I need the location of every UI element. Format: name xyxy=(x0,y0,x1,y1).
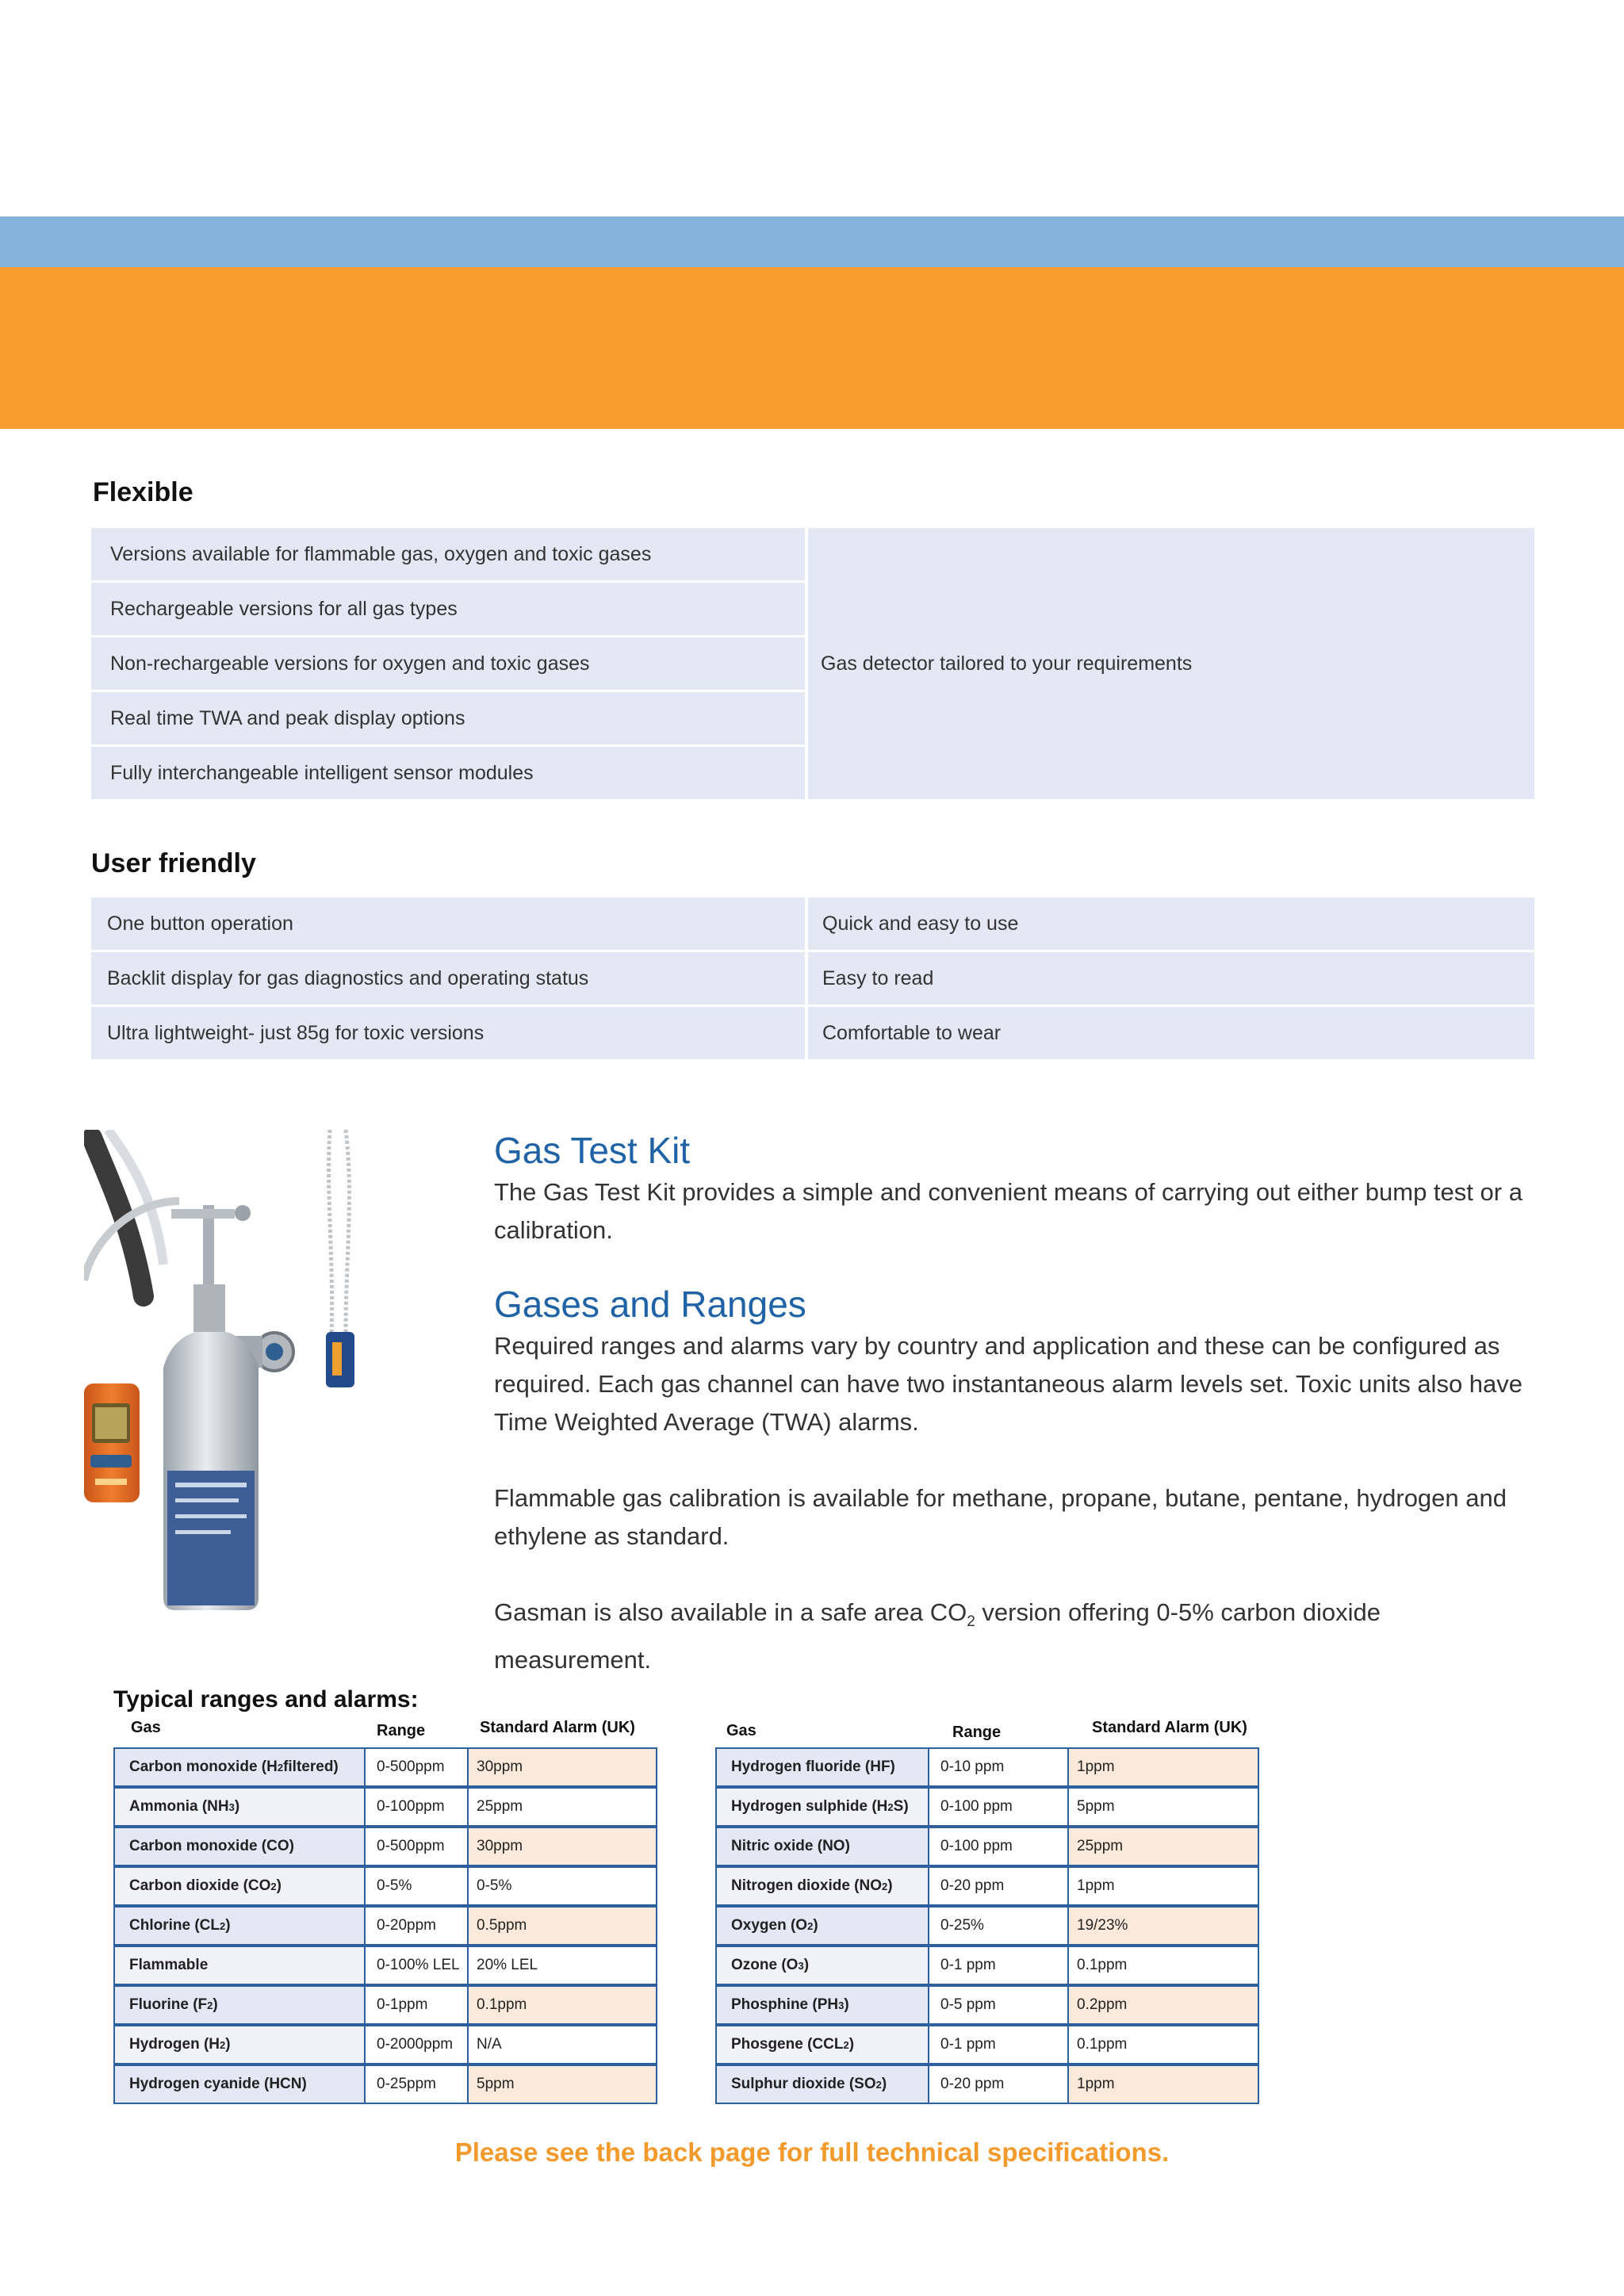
gas-alarm-cell: 0-5% xyxy=(467,1866,657,1906)
col-header-alarm: Standard Alarm (UK) xyxy=(1092,1719,1247,1736)
gas-subscript: 2 xyxy=(207,1999,213,2011)
gas-name-suffix: ) xyxy=(213,1996,218,2013)
gases-ranges-para-1: Required ranges and alarms vary by country and application and these can be configured as required. Each gas channel can have two instantaneous alarm levels set. Toxic units also have Time Weighted Average (TWA) alarms. xyxy=(494,1332,1523,1436)
gas-range-cell: 0-100 ppm xyxy=(928,1827,1069,1866)
gas-name-cell xyxy=(715,1787,929,1827)
gas-name: Nitrogen dioxide (NO xyxy=(731,1877,882,1894)
user-friendly-feature: Ultra lightweight- just 85g for toxic versions xyxy=(91,1007,805,1059)
gas-name-cell xyxy=(715,1985,929,2025)
gas-name: Chlorine (CL xyxy=(129,1917,220,1934)
gas-alarm-cell: 30ppm xyxy=(467,1827,657,1866)
typical-ranges-title: Typical ranges and alarms: xyxy=(113,1686,419,1712)
gas-alarm-cell: 30ppm xyxy=(467,1747,657,1787)
gas-alarm-cell: 1ppm xyxy=(1067,2064,1259,2104)
heading-gases-and-ranges: Gases and Ranges xyxy=(494,1284,806,1325)
gas-subscript: 2 xyxy=(807,1919,814,1932)
gas-name-suffix: ) xyxy=(848,2036,855,2053)
gas-range-cell: 0-100 ppm xyxy=(928,1787,1069,1827)
gas-name-cell xyxy=(113,1787,366,1827)
gas-name-cell xyxy=(715,1906,929,1946)
heading-gas-test-kit: Gas Test Kit xyxy=(494,1130,691,1171)
gas-alarm-cell: 1ppm xyxy=(1067,1747,1259,1787)
col-header-range: Range xyxy=(952,1724,1002,1741)
gas-range-cell: 0-1 ppm xyxy=(928,1946,1069,1985)
col-header-gas: Gas xyxy=(131,1719,161,1736)
gas-range-cell: 0-25% xyxy=(928,1906,1069,1946)
gas-alarm-cell: 5ppm xyxy=(467,2064,657,2104)
gas-range-cell: 0-5% xyxy=(364,1866,469,1906)
gas-name-suffix: ) xyxy=(225,1917,231,1934)
gas-range-cell: 0-25ppm xyxy=(364,2064,469,2104)
gas-alarm-cell: N/A xyxy=(467,2025,657,2064)
gas-name-suffix: ) xyxy=(225,2036,231,2053)
gas-subscript: 2 xyxy=(277,1761,284,1774)
gas-range-cell: 0-20ppm xyxy=(364,1906,469,1946)
user-friendly-benefit: Comfortable to wear xyxy=(808,1007,1534,1059)
gas-range-cell: 0-500ppm xyxy=(364,1827,469,1866)
gas-name: Sulphur dioxide (SO xyxy=(731,2076,876,2092)
gas-name: Carbon dioxide (CO xyxy=(129,1877,271,1894)
gas-alarm-cell: 20% LEL xyxy=(467,1946,657,1985)
gas-name: Hydrogen cyanide (HCN) xyxy=(129,2076,307,2092)
gas-range-cell: 0-500ppm xyxy=(364,1747,469,1787)
flexible-item: Real time TWA and peak display options xyxy=(91,692,805,744)
gas-alarm-cell: 25ppm xyxy=(1067,1827,1259,1866)
gas-name: Carbon monoxide (CO) xyxy=(129,1838,294,1854)
gas-range-cell: 0-100ppm xyxy=(364,1787,469,1827)
gas-range-cell: 0-5 ppm xyxy=(928,1985,1069,2025)
gas-subscript: 3 xyxy=(228,1800,235,1813)
gas-range-cell: 0-1ppm xyxy=(364,1985,469,2025)
gas-name-cell xyxy=(113,1985,366,2025)
gases-ranges-para-3 xyxy=(494,1594,1541,1679)
gas-alarm-cell: 19/23% xyxy=(1067,1906,1259,1946)
gas-test-kit-text: The Gas Test Kit provides a simple and convenient means of carrying out either bump test or a calibration. xyxy=(494,1178,1522,1244)
gas-name-cell xyxy=(113,2064,366,2104)
gas-subscript: 2 xyxy=(220,1919,226,1932)
gas-name-cell xyxy=(113,2025,366,2064)
gas-name: Carbon monoxide (H xyxy=(129,1758,278,1775)
gas-name: Hydrogen fluoride (HF) xyxy=(731,1758,895,1775)
user-friendly-benefit: Easy to read xyxy=(808,952,1534,1004)
gas-name: Hydrogen (H xyxy=(129,2036,220,2053)
user-friendly-benefit: Quick and easy to use xyxy=(808,897,1534,950)
col-header-range: Range xyxy=(377,1722,426,1739)
gas-subscript: 2 xyxy=(887,1800,894,1813)
gas-name-cell xyxy=(113,1747,366,1787)
gas-table-left xyxy=(113,1717,657,2106)
gas-subscript: 2 xyxy=(270,1880,277,1892)
gas-name: Ammonia (NH xyxy=(129,1798,229,1815)
gas-range-cell: 0-20 ppm xyxy=(928,1866,1069,1906)
gas-table-right xyxy=(715,1717,1259,2106)
gas-subscript: 2 xyxy=(220,2038,226,2051)
gas-name: Oxygen (O xyxy=(731,1917,808,1934)
gas-range-cell: 0-20 ppm xyxy=(928,2064,1069,2104)
flexible-item: Rechargeable versions for all gas types xyxy=(91,583,805,635)
gas-name-suffix: ) xyxy=(803,1957,810,1973)
gas-alarm-cell: 5ppm xyxy=(1067,1787,1259,1827)
gas-name-cell xyxy=(715,1827,929,1866)
header-orange-band xyxy=(0,267,1624,429)
gas-alarm-cell: 0.1ppm xyxy=(1067,2025,1259,2064)
gas-name: Hydrogen sulphide (H xyxy=(731,1798,888,1815)
gas-alarm-cell: 1ppm xyxy=(1067,1866,1259,1906)
gas-name-suffix: filtered) xyxy=(283,1758,339,1775)
gas-name: Phosphine (PH xyxy=(731,1996,839,2013)
col-header-alarm: Standard Alarm (UK) xyxy=(480,1719,635,1736)
gas-name-suffix: ) xyxy=(881,2076,887,2092)
gas-name-cell xyxy=(715,1866,929,1906)
para3-text-a: Gasman is also available in a safe area CO xyxy=(494,1598,967,1626)
gas-range-cell: 0-1 ppm xyxy=(928,2025,1069,2064)
flexible-item: Fully interchangeable intelligent sensor modules xyxy=(91,747,805,799)
gas-name-suffix: ) xyxy=(844,1996,849,2013)
gas-alarm-cell: 25ppm xyxy=(467,1787,657,1827)
gas-name-cell xyxy=(113,1946,366,1985)
para3-subscript: 2 xyxy=(967,1613,975,1631)
gas-name-suffix: ) xyxy=(887,1877,893,1894)
gas-alarm-cell: 0.1ppm xyxy=(1067,1946,1259,1985)
flexible-item: Non-rechargeable versions for oxygen and toxic gases xyxy=(91,637,805,690)
header-blue-band xyxy=(0,216,1624,267)
gas-name: Fluorine (F xyxy=(129,1996,208,2013)
section-title-flexible: Flexible xyxy=(93,477,193,507)
gas-alarm-cell: 0.2ppm xyxy=(1067,1985,1259,2025)
para3-text-b: version offering 0-5% carbon dioxide measurement. xyxy=(494,1598,1381,1674)
gas-name-suffix: ) xyxy=(813,1917,818,1934)
gas-subscript: 2 xyxy=(843,2038,849,2051)
gas-name-cell xyxy=(113,1866,366,1906)
user-friendly-feature: One button operation xyxy=(91,897,805,950)
gas-name-cell xyxy=(113,1906,366,1946)
gas-name-suffix: ) xyxy=(276,1877,282,1894)
gas-range-cell: 0-2000ppm xyxy=(364,2025,469,2064)
gas-name: Phosgene (CCL xyxy=(731,2036,844,2053)
gas-alarm-cell: 0.1ppm xyxy=(467,1985,657,2025)
gas-name: Flammable xyxy=(129,1957,209,1973)
gas-alarm-cell: 0.5ppm xyxy=(467,1906,657,1946)
flexible-item: Versions available for flammable gas, oxygen and toxic gases xyxy=(91,528,805,580)
gas-name-cell xyxy=(715,1747,929,1787)
footer-note: Please see the back page for full technical specifications. xyxy=(454,2137,1170,2167)
flexible-benefit: Gas detector tailored to your requirements xyxy=(808,528,1534,799)
gas-name-cell xyxy=(715,1946,929,1985)
gas-name: Ozone (O xyxy=(731,1957,799,1973)
gas-subscript: 2 xyxy=(882,1880,888,1892)
gas-name-cell xyxy=(715,2064,929,2104)
gas-test-kit-photo xyxy=(84,1130,370,1613)
section-title-user-friendly: User friendly xyxy=(91,848,256,878)
gas-name: Nitric oxide (NO) xyxy=(731,1838,850,1854)
gas-name-cell xyxy=(113,1827,366,1866)
gas-range-cell: 0-10 ppm xyxy=(928,1747,1069,1787)
col-header-gas: Gas xyxy=(726,1722,756,1739)
gas-range-cell: 0-100% LEL xyxy=(364,1946,469,1985)
gas-subscript: 3 xyxy=(838,1999,845,2011)
gas-subscript: 2 xyxy=(875,2078,882,2091)
gas-subscript: 3 xyxy=(798,1959,804,1972)
gas-name-cell xyxy=(715,2025,929,2064)
user-friendly-feature: Backlit display for gas diagnostics and operating status xyxy=(91,952,805,1004)
gas-name-suffix: S) xyxy=(893,1798,909,1815)
gas-name-suffix: ) xyxy=(234,1798,240,1815)
gases-ranges-para-2: Flammable gas calibration is available for methane, propane, butane, pentane, hydrogen and ethylene as standard. xyxy=(494,1484,1507,1550)
